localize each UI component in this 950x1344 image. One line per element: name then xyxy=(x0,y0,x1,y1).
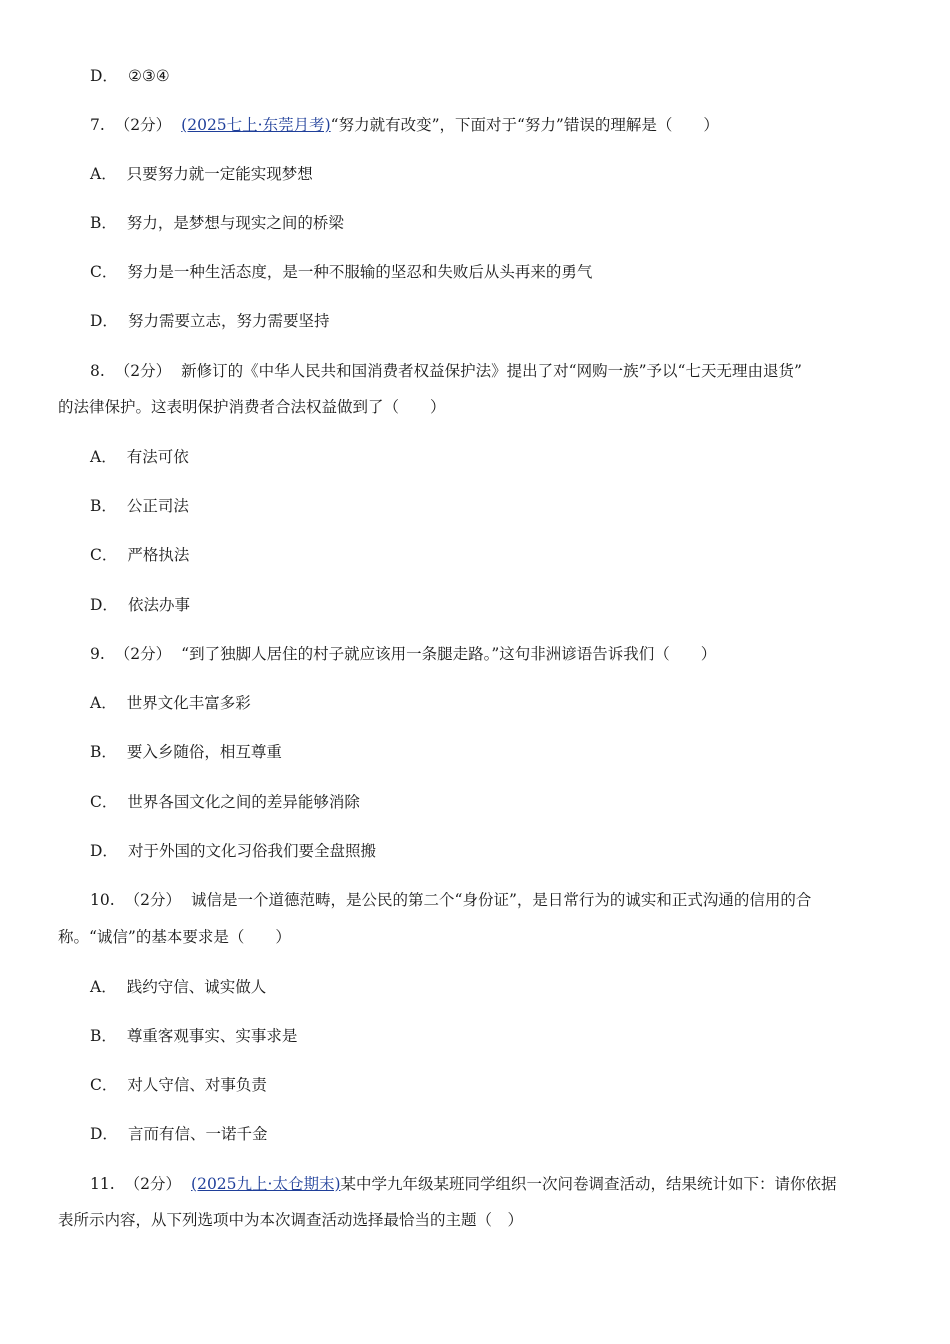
question-stem-text: 某中学九年级某班同学组织一次问卷调查活动，结果统计如下：请你依据 xyxy=(340,1175,837,1193)
option-text: 依法办事 xyxy=(127,596,190,614)
question-9-stem xyxy=(90,644,716,664)
option-letter: D． xyxy=(90,842,118,860)
option-letter: C． xyxy=(90,263,118,281)
q7-option-c[interactable] xyxy=(90,262,592,282)
option-text: 只要努力就一定能实现梦想 xyxy=(126,165,313,183)
question-10-stem-continued xyxy=(58,927,291,947)
q7-option-b[interactable] xyxy=(90,213,344,233)
question-number: 8. xyxy=(90,362,105,380)
option-text: 世界各国文化之间的差异能够消除 xyxy=(127,793,360,811)
q9-option-a[interactable] xyxy=(90,693,251,713)
option-letter: B． xyxy=(90,1027,117,1045)
option-text: 公正司法 xyxy=(126,497,189,515)
question-stem-text: 称。“诚信”的基本要求是（ ） xyxy=(58,928,291,946)
option-text: 世界文化丰富多彩 xyxy=(126,694,251,712)
option-letter: C． xyxy=(90,793,118,811)
option-letter: B． xyxy=(90,497,117,515)
question-stem-text: “努力就有改变”，下面对于“努力”错误的理解是（ ） xyxy=(330,116,719,134)
question-score: （2分） xyxy=(124,891,182,909)
q7-option-d[interactable] xyxy=(90,311,329,331)
option-letter: D． xyxy=(90,67,118,85)
question-8-stem xyxy=(90,361,802,381)
question-number: 10. xyxy=(90,891,115,909)
q10-option-a[interactable] xyxy=(90,977,266,997)
option-letter: C． xyxy=(90,1076,118,1094)
option-letter: B． xyxy=(90,214,117,232)
option-text: 有法可依 xyxy=(126,448,189,466)
q10-option-d[interactable] xyxy=(90,1124,267,1144)
option-letter: C． xyxy=(90,546,118,564)
q9-option-c[interactable] xyxy=(90,792,360,812)
question-number: 7. xyxy=(90,116,105,134)
question-score: （2分） xyxy=(114,645,172,663)
question-7-stem xyxy=(90,115,719,135)
q8-option-b[interactable] xyxy=(90,496,189,516)
question-8-stem-continued xyxy=(58,397,446,417)
option-text: 对人守信、对事负责 xyxy=(127,1076,267,1094)
q6-option-d[interactable] xyxy=(90,66,170,86)
question-10-stem xyxy=(90,890,811,910)
option-letter: D． xyxy=(90,596,118,614)
q8-option-d[interactable] xyxy=(90,595,190,615)
option-text: 践约守信、诚实做人 xyxy=(126,978,267,996)
question-11-stem-continued xyxy=(58,1210,523,1230)
question-11-stem xyxy=(90,1174,837,1194)
option-text: ②③④ xyxy=(127,67,170,85)
question-number: 9. xyxy=(90,645,105,663)
question-stem-text: 新修订的《中华人民共和国消费者权益保护法》提出了对“网购一族”予以“七天无理由退货” xyxy=(181,362,802,380)
option-letter: B． xyxy=(90,743,117,761)
option-text: 尊重客观事实、实事求是 xyxy=(126,1027,298,1045)
question-stem-text: “到了独脚人居住的村子就应该用一条腿走路。”这句非洲谚语告诉我们（ ） xyxy=(181,645,717,663)
option-text: 努力，是梦想与现实之间的桥梁 xyxy=(126,214,344,232)
question-stem-text: 的法律保护。这表明保护消费者合法权益做到了（ ） xyxy=(58,398,446,416)
question-source-link[interactable]: (2025九上·太仓期末) xyxy=(191,1175,341,1193)
q9-option-b[interactable] xyxy=(90,742,282,762)
option-text: 言而有信、一诺千金 xyxy=(127,1125,268,1143)
question-source-link[interactable]: (2025七上·东莞月考) xyxy=(181,116,331,134)
question-score: （2分） xyxy=(114,362,172,380)
option-text: 严格执法 xyxy=(127,546,190,564)
q7-option-a[interactable] xyxy=(90,164,313,184)
q8-option-a[interactable] xyxy=(90,447,189,467)
q8-option-c[interactable] xyxy=(90,545,189,565)
question-number: 11. xyxy=(90,1175,115,1193)
option-letter: A． xyxy=(90,448,117,466)
question-stem-text: 表所示内容，从下列选项中为本次调查活动选择最恰当的主题（ ） xyxy=(58,1211,524,1229)
option-letter: A． xyxy=(90,694,117,712)
option-text: 努力是一种生活态度，是一种不服输的坚忍和失败后从头再来的勇气 xyxy=(127,263,593,281)
option-letter: D． xyxy=(90,1125,118,1143)
option-letter: A． xyxy=(90,978,117,996)
option-text: 努力需要立志，努力需要坚持 xyxy=(127,312,330,330)
q10-option-b[interactable] xyxy=(90,1026,297,1046)
option-text: 对于外国的文化习俗我们要全盘照搬 xyxy=(127,842,376,860)
question-score: （2分） xyxy=(114,116,172,134)
question-stem-text: 诚信是一个道德范畴，是公民的第二个“身份证”，是日常行为的诚实和正式沟通的信用的合 xyxy=(191,891,812,909)
q9-option-d[interactable] xyxy=(90,841,376,861)
q10-option-c[interactable] xyxy=(90,1075,267,1095)
option-letter: D． xyxy=(90,312,118,330)
option-text: 要入乡随俗，相互尊重 xyxy=(126,743,282,761)
question-score: （2分） xyxy=(124,1175,182,1193)
option-letter: A． xyxy=(90,165,117,183)
